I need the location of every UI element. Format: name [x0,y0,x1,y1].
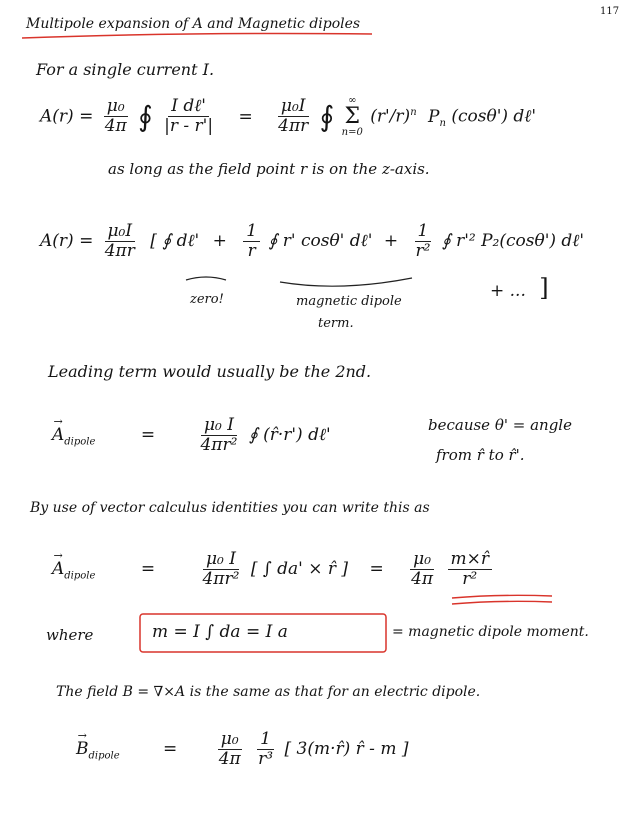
eq1-integral-sign: ∮ [138,100,153,133]
z-axis-note: as long as the field point r is on the z-axis. [108,160,430,178]
eq3-lhs-sub: dipole [64,436,96,448]
result-underline-2 [452,601,552,604]
eq2-plus-2: + [383,231,399,252]
eq5-lhs: → B [76,729,89,760]
eq1-summation: ∞ Σ n=0 [341,95,363,138]
eq5-dipole-field [76,730,408,769]
eq5-rhs: [ 3(m·r̂) r̂ - m ] [284,739,409,760]
intro-line: For a single current I. [36,60,215,79]
eq4-prefactor: $\frac{\text{μ₀ I}}{\text{4πr²}}$ [202,549,240,589]
eq2-tail [490,274,549,302]
vector-calc-note: By use of vector calculus identities you can write this as [30,500,430,516]
eq1-legendre-sub: n [439,117,446,129]
because-note-1: because θ' = angle [428,416,572,434]
eq3-lhs: → A [52,415,65,446]
eq5-mu-over-4pi: $\frac{\text{μ₀}}{4\pi}$ [218,729,241,769]
title-underline [22,34,372,39]
because-note-2: from r̂ to r̂'. [436,446,525,464]
eq5-lhs-sub: dipole [88,750,120,762]
eq4-bracket: [ ∫ da' × r̂ ] [250,559,349,580]
eq2-prefactor: $\frac{\text{μ₀I}}{4\pi r}$ [104,221,135,261]
eq2-lhs: A(r) = [40,231,94,252]
eq2-dipole-term: ∮ r' cosθ' dℓ' [268,231,373,252]
eq3-equals: = [140,425,156,446]
eq4-equals-2: = [369,559,384,580]
eq3-rhs: ∮ (r̂·r') dℓ' [248,425,331,446]
eq2-one-over-r2: $\frac{1}{\text{r²}}$ [415,221,431,261]
eq1-prefactor-r: $\frac{\text{μ₀I}}{4\pi r}$ [278,96,309,137]
eq4-m-cross-r: $\frac{m\times r̂}{\text{r²}}$ [448,550,493,589]
eq1-lhs: A(r) = [40,106,94,127]
eq3-dipole-potential [52,416,331,455]
eq1-legendre: P [428,106,440,127]
eq2-plus-1: + [212,231,227,252]
page-title: Multipole expansion of A and Magnetic dipoles [26,16,361,32]
eq4-dipole-potential-area [52,550,495,589]
eq3-prefactor: $\frac{\text{μ₀ I}}{\text{4πr²}}$ [200,415,238,455]
label-magnetic-dipole: magnetic dipole [296,294,402,309]
eq2-quadrupole-term: ∮ r'² P₂(cosθ') dℓ' [441,231,585,252]
eq5-equals: = [163,739,178,760]
eq5-one-over-r3: $\frac{1}{\text{r³}}$ [258,729,274,769]
label-term: term. [318,316,354,331]
label-zero: zero! [190,292,224,307]
eq2-expansion [40,222,584,261]
eq1-power: n [410,106,417,118]
page-number: 117 [600,6,620,17]
dipole-moment-label: = magnetic dipole moment. [392,624,589,640]
dipole-brace [280,278,412,286]
zero-brace [186,277,226,280]
eq2-ellipsis: + ... [490,281,526,301]
eq4-mu-over-4pi: $\frac{\text{μ₀}}{4\pi}$ [411,549,434,589]
eq1-integrand: $\frac{\text{I dℓ'}}{|r - r'|}$ [164,96,214,137]
eq1-equals: = [238,106,253,127]
where-label: where [46,626,94,644]
leading-term-note: Leading term would usually be the 2nd. [48,362,372,381]
eq2-one-over-r: $\frac{1}{r}$ [243,222,260,261]
result-underline-1 [452,595,552,598]
eq2-monopole-term: [ ∮ dℓ' [150,231,200,252]
eq4-equals: = [140,559,156,580]
field-note: The field B = ∇×A is the same as that for an electric dipole. [56,684,481,700]
eq1-ratio: (r'/r) [370,106,411,127]
eq4-lhs: → A [52,549,65,580]
eq1-closed-integral: ∮ [319,100,335,133]
eq1-prefactor: $\frac{\text{μ₀}}{4\pi}$ [104,96,127,137]
eq1-legendre-arg: (cosθ') dℓ' [451,106,537,127]
eq1-vector-potential [40,96,536,138]
boxed-dipole-moment: m = I ∫ da = I a [152,622,288,642]
eq2-close-bracket: ] [539,274,549,302]
eq4-lhs-sub: dipole [64,570,96,582]
